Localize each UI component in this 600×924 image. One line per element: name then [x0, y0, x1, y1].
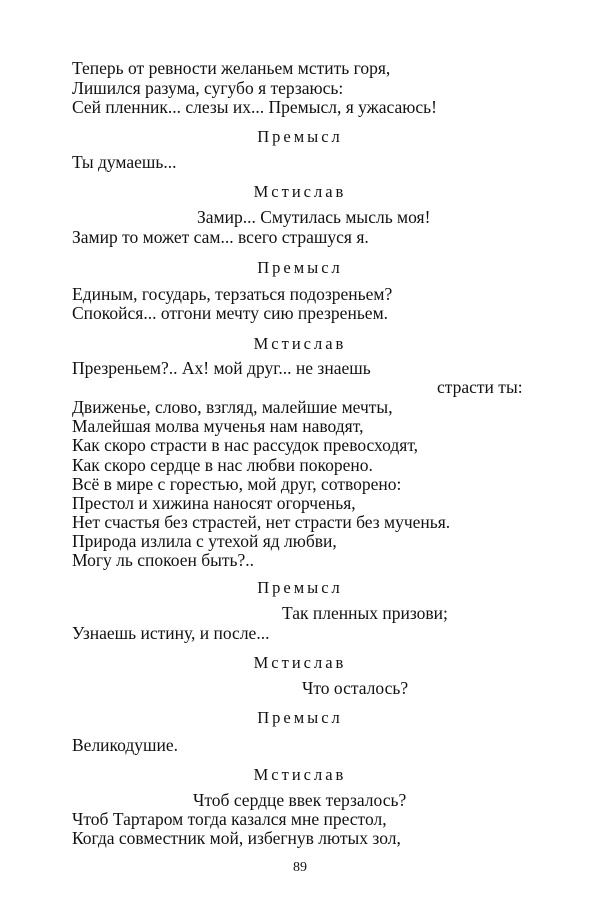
verse-line: Великодушие.	[72, 735, 179, 755]
speaker-heading: Мстислав	[253, 334, 347, 353]
verse-line: Как скоро страсти в нас рассудок превосходят,	[72, 435, 419, 455]
verse-line: Спокойся... отгони мечту сию презреньем.	[72, 303, 389, 323]
speaker-heading: Премысл	[257, 578, 343, 597]
verse-line: Могу ль спокоен быть?..	[72, 550, 255, 570]
verse-line: Ты думаешь...	[72, 152, 177, 172]
verse-line: Престол и хижина наносят огорченья,	[72, 493, 356, 513]
speaker-heading: Мстислав	[253, 653, 347, 672]
verse-line: Всё в мире с горестью, мой друг, сотворено:	[72, 474, 402, 494]
speaker-heading: Премысл	[257, 127, 343, 146]
speaker-heading: Мстислав	[253, 765, 347, 784]
speaker-heading: Премысл	[257, 708, 343, 727]
verse-line: Единым, государь, терзаться подозреньем?	[72, 284, 393, 304]
verse-line: Лишился разума, сугубо я терзаюсь:	[72, 78, 344, 98]
verse-line-continuation: страсти ты:	[437, 377, 523, 397]
verse-line: Чтоб сердце ввек терзалось?	[193, 790, 407, 810]
verse-line: Как скоро сердце в нас любви покорено.	[72, 455, 373, 475]
verse-line: Замир то может сам... всего страшуся я.	[72, 227, 369, 247]
verse-line: Природа излила с утехой яд любви,	[72, 531, 337, 551]
page-number: 89	[293, 860, 307, 875]
verse-line: Нет счастья без страстей, нет страсти без мученья.	[72, 512, 451, 532]
speaker-heading: Премысл	[257, 258, 343, 277]
verse-line: Движенье, слово, взгляд, малейшие мечты,	[72, 397, 393, 417]
verse-line: Так пленных призови;	[282, 603, 448, 623]
verse-line: Теперь от ревности желаньем мстить горя,	[72, 58, 391, 78]
verse-line: Сей пленник... слезы их... Премысл, я ужасаюсь!	[72, 97, 437, 117]
verse-line: Узнаешь истину, и после...	[72, 623, 270, 643]
verse-line: Что осталось?	[302, 678, 409, 698]
verse-line: Малейшая молва мученья нам наводят,	[72, 416, 364, 436]
verse-line: Презреньем?.. Ах! мой друг... не знаешь	[72, 358, 371, 378]
verse-line: Замир... Смутилась мысль моя!	[197, 207, 431, 227]
verse-line: Когда совместник мой, избегнув лютых зол,	[72, 828, 401, 848]
speaker-heading: Мстислав	[253, 182, 347, 201]
verse-line: Чтоб Тартаром тогда казался мне престол,	[72, 809, 387, 829]
